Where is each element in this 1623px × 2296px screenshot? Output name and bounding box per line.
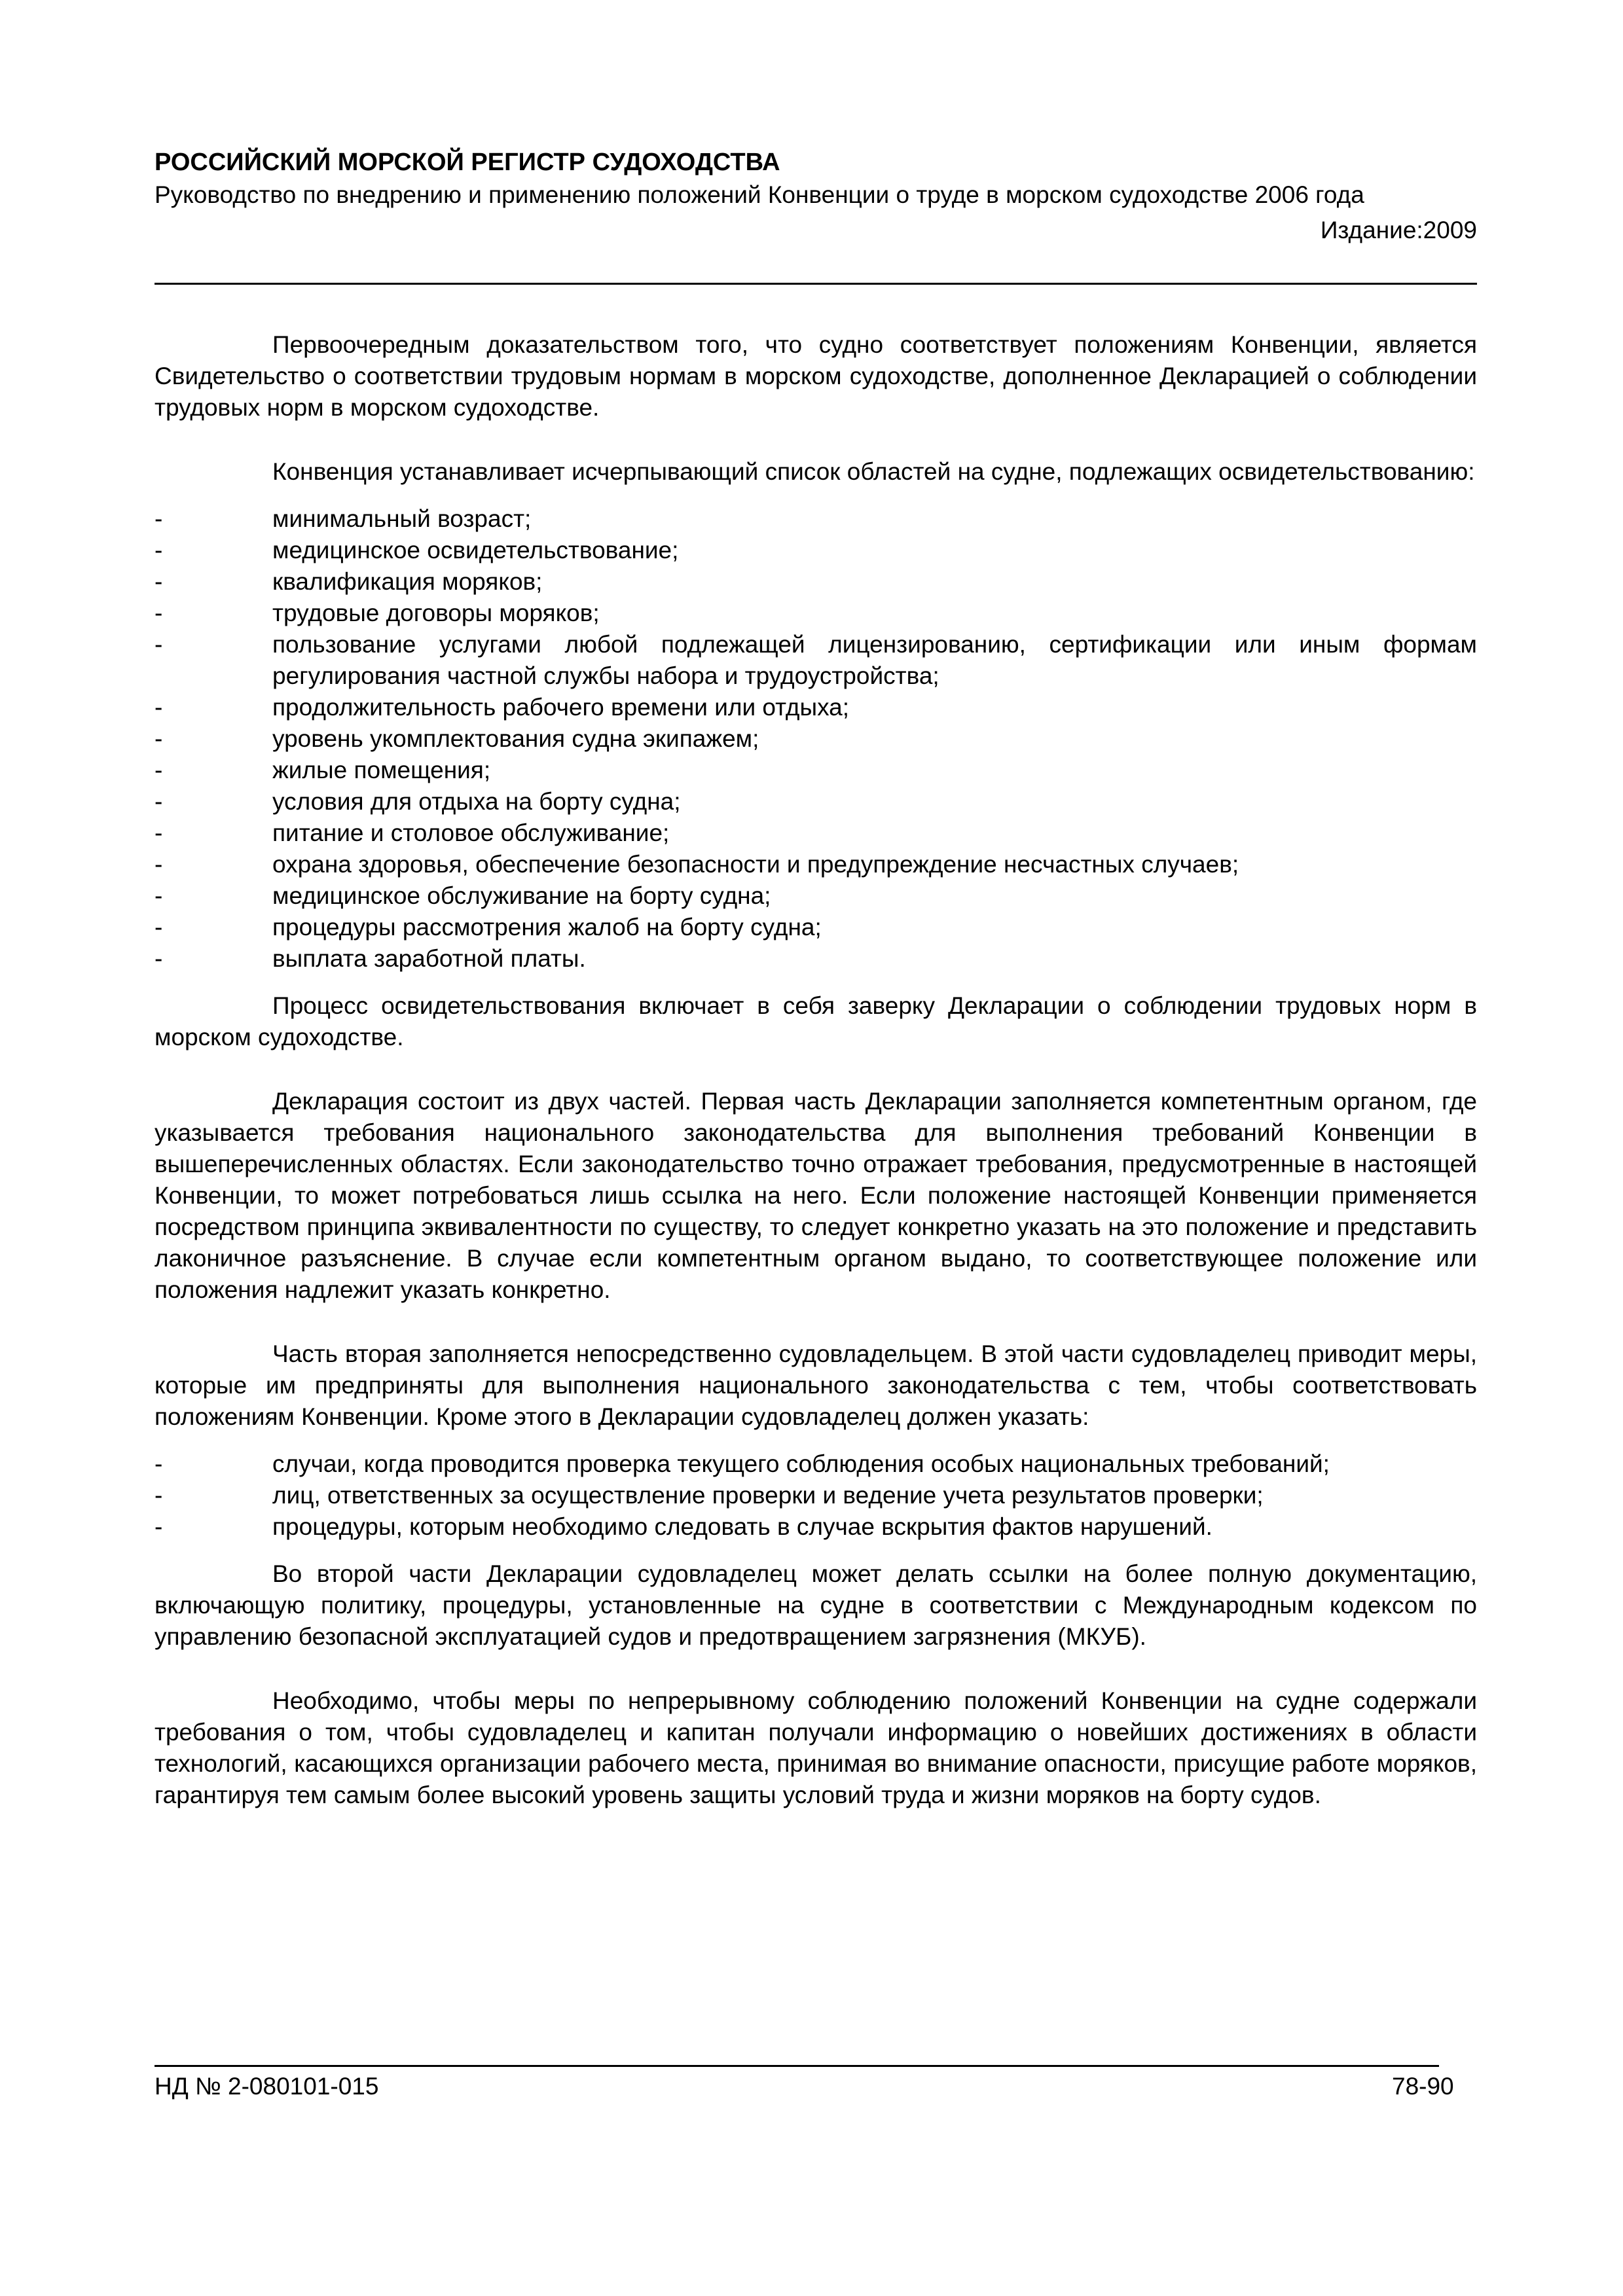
document-number: НД № 2-080101-015 [155,2073,379,2100]
inspection-areas-list [155,503,1477,975]
list-item: - жилые помещения; [155,755,1477,786]
organization-name: РОССИЙСКИЙ МОРСКОЙ РЕГИСТР СУДОХОДСТВА [155,149,780,176]
list-item: - процедуры, которым необходимо следовать в случае вскрытия фактов нарушений. [155,1511,1477,1543]
list-item: - трудовые договоры моряков; [155,598,1477,629]
page-number: 78-90 [1392,2073,1454,2100]
paragraph-1: Первоочередным доказательством того, что судно соответствует положениям Конвенции, является Свидетельство о соответствии трудовым нормам в морском судоходстве, дополненное Декларацией о соблюдении трудовых норм в морском судоходстве. [155,331,1477,421]
list-item: - минимальный возраст; [155,503,1477,535]
paragraph-4: Декларация состоит из двух частей. Первая часть Декларации заполняется компетентным органом, где указывается требования национального законодательства для выполнения требований Конвенции в вышеперечисленных областях. Если законодательство точно отражает требования, предусмотренные в настоящей Конвенции, то может потребоваться лишь ссылка на него. Если положение настоящей Конвенции применяется посредством принципа эквивалентности по существу, то следует конкретно указать на это положение и представить лаконичное разъяснение. В случае если компетентным органом выдано, то соответствующее положение или положения надлежит указать конкретно. [155,1088,1477,1303]
list-item: - продолжительность рабочего времени или отдыха; [155,692,1477,723]
list-item: - условия для отдыха на борту судна; [155,786,1477,817]
list-item: - медицинское освидетельствование; [155,535,1477,566]
list-item: - медицинское обслуживание на борту судна; [155,880,1477,912]
footer-divider [155,2065,1439,2067]
header-divider [155,283,1477,285]
list-item: - питание и столовое обслуживание; [155,817,1477,849]
list-item: - процедуры рассмотрения жалоб на борту судна; [155,912,1477,943]
list-item: - уровень укомплектования судна экипажем; [155,723,1477,755]
document-body [155,329,1477,1811]
paragraph-3: Процесс освидетельствования включает в себя заверку Декларации о соблюдении трудовых норм в морском судоходстве. [155,992,1477,1050]
edition-label: Издание:2009 [1320,217,1477,243]
list-item: - случаи, когда проводится проверка текущего соблюдения особых национальных требований; [155,1448,1477,1480]
document-title: Руководство по внедрению и применению положений Конвенции о труде в морском судоходстве 2006 года [155,181,1364,208]
paragraph-2: Конвенция устанавливает исчерпывающий список областей на судне, подлежащих освидетельствованию: [272,458,1475,485]
paragraph-6: Во второй части Декларации судовладелец может делать ссылки на более полную документацию, включающую политику, процедуры, установленные на судне в соответствии с Международным кодексом по управлению безопасной эксплуатацией судов и предотвращением загрязнения (МКУБ). [155,1560,1477,1650]
page-header [155,148,1477,245]
list-item: - квалификация моряков; [155,566,1477,598]
list-item: - пользование услугами любой подлежащей лицензированию, сертификации или иным формам регулирования частной службы набора и трудоустройства; [155,629,1477,692]
list-item: - лиц, ответственных за осуществление проверки и ведение учета результатов проверки; [155,1480,1477,1511]
shipowner-items-list [155,1448,1477,1543]
list-item: - выплата заработной платы. [155,943,1477,975]
list-item: - охрана здоровья, обеспечение безопасности и предупреждение несчастных случаев; [155,849,1477,880]
paragraph-5: Часть вторая заполняется непосредственно судовладельцем. В этой части судовладелец приводит меры, которые им предприняты для выполнения национального законодательства с тем, чтобы соответствовать положениям Конвенции. Кроме этого в Декларации судовладелец должен указать: [155,1340,1477,1430]
paragraph-7: Необходимо, чтобы меры по непрерывному соблюдению положений Конвенции на судне содержали требования о том, чтобы судовладелец и капитан получали информацию о новейших достижениях в области технологий, касающихся организации рабочего места, принимая во внимание опасности, присущие работе моряков, гарантируя тем самым более высокий уровень защиты условий труда и жизни моряков на борту судов. [155,1687,1477,1808]
